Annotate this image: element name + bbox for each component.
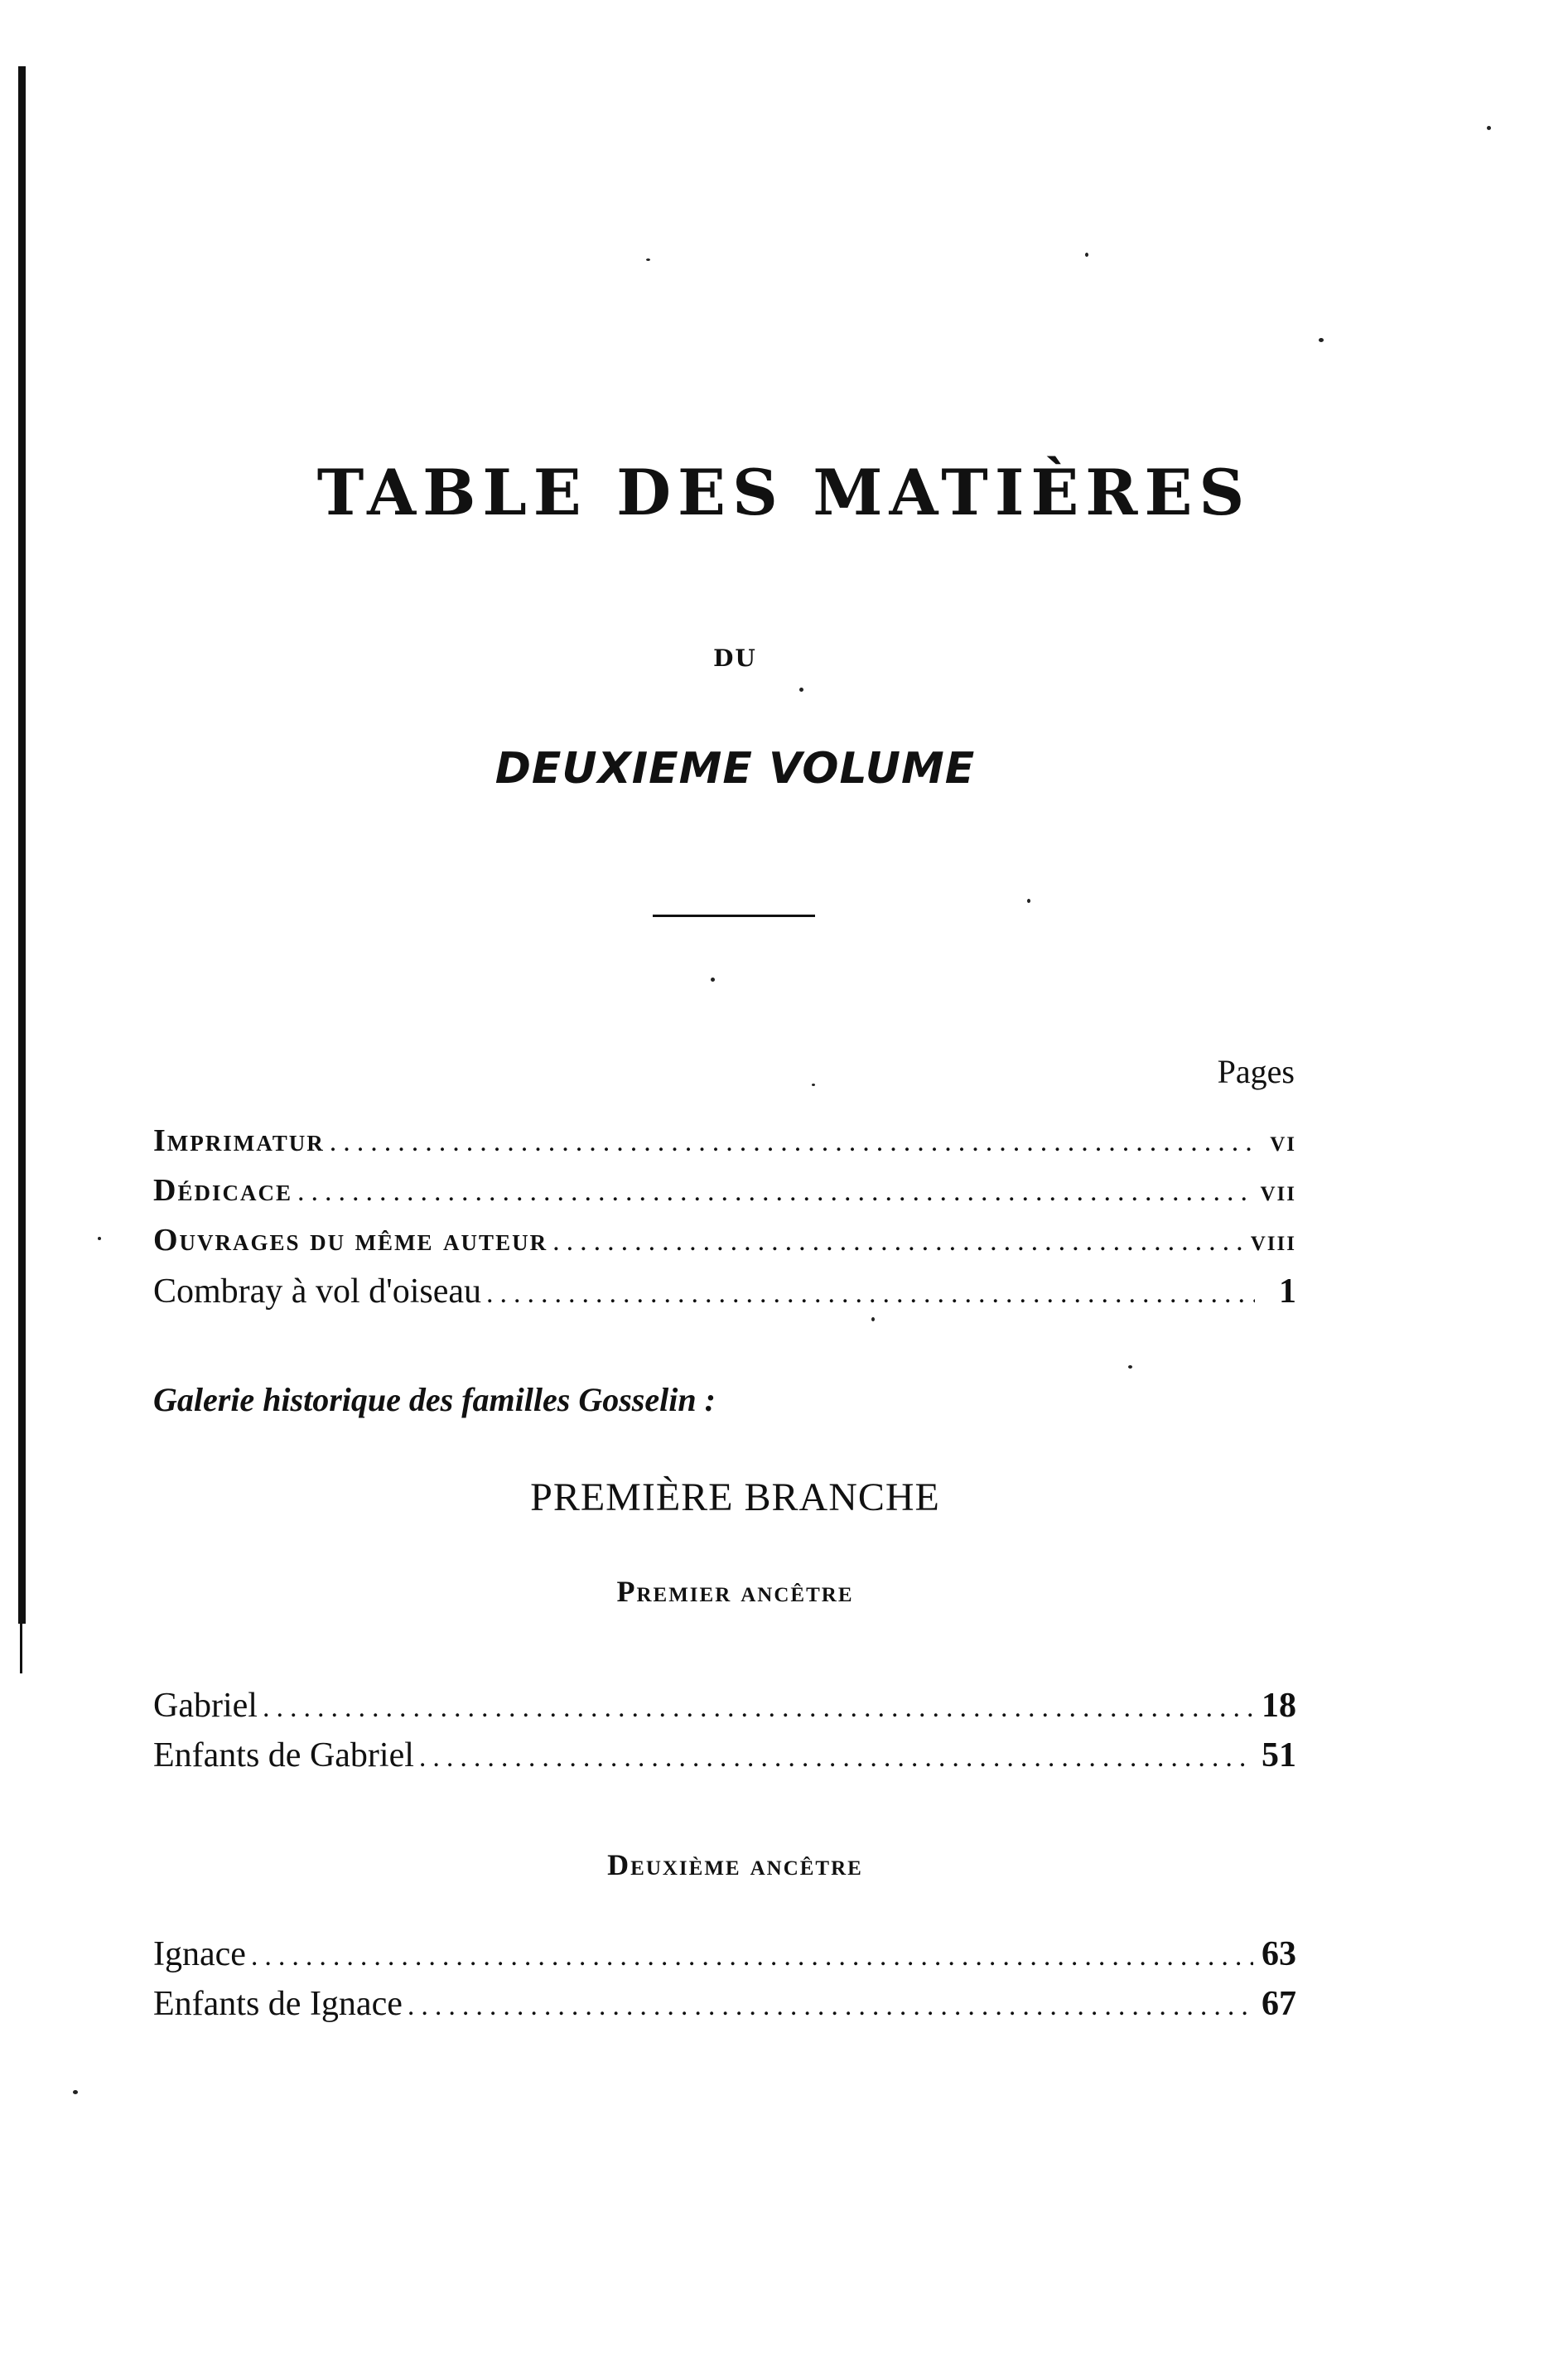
toc-entry-label: Ignace bbox=[153, 1935, 246, 1973]
toc-entry-page: 1 bbox=[1279, 1272, 1296, 1311]
toc-entry bbox=[153, 1984, 1296, 2030]
dot-leader bbox=[552, 1226, 1242, 1258]
toc-entry-label: Imprimatur bbox=[153, 1123, 325, 1158]
volume-title: DEUXIEME VOLUME bbox=[495, 744, 976, 794]
toc-entry-page: viii bbox=[1250, 1224, 1296, 1257]
toc-entry-label: Enfants de Ignace bbox=[153, 1985, 403, 2023]
dot-leader bbox=[408, 1991, 1253, 2022]
pages-column-label: Pages bbox=[1217, 1053, 1295, 1090]
toc-entry-label: Combray à vol d'oiseau bbox=[153, 1272, 481, 1311]
dot-leader bbox=[251, 1941, 1253, 1972]
toc-entry-label: Enfants de Gabriel bbox=[153, 1736, 414, 1774]
page-binding-edge bbox=[18, 66, 26, 1624]
branch-heading: PREMIÈRE BRANCHE bbox=[530, 1475, 940, 1519]
print-speck bbox=[1085, 253, 1088, 257]
toc-entry-page: 51 bbox=[1262, 1736, 1296, 1774]
toc-entry-label: Dédicace bbox=[153, 1173, 292, 1208]
toc-entry-page: 67 bbox=[1262, 1985, 1296, 2023]
divider-rule bbox=[653, 915, 815, 917]
print-speck bbox=[73, 2090, 78, 2094]
print-speck bbox=[711, 978, 715, 982]
page-title: TABLE DES MATIÈRES bbox=[316, 456, 1252, 529]
toc-entry-page: vii bbox=[1260, 1174, 1296, 1207]
toc-entry-page: vi bbox=[1270, 1124, 1296, 1157]
print-speck bbox=[98, 1237, 101, 1240]
toc-entry bbox=[153, 1172, 1296, 1219]
toc-entry-label: Gabriel bbox=[153, 1687, 258, 1725]
toc-entry bbox=[153, 1222, 1296, 1268]
subtitle-du: DU bbox=[713, 645, 757, 672]
print-speck bbox=[1487, 126, 1491, 130]
first-ancestor-heading: Premier ancêtre bbox=[616, 1575, 854, 1608]
gallery-heading: Galerie historique des familles Gosselin : bbox=[153, 1381, 716, 1418]
toc-entry bbox=[153, 1934, 1296, 1981]
toc-entry-page: 18 bbox=[1262, 1687, 1296, 1725]
toc-entry-page: 63 bbox=[1262, 1935, 1296, 1973]
dot-leader bbox=[297, 1176, 1252, 1208]
dot-leader bbox=[263, 1692, 1253, 1724]
print-speck bbox=[799, 688, 803, 692]
toc-entry bbox=[153, 1686, 1296, 1732]
toc-entry bbox=[153, 1736, 1296, 1782]
dot-leader bbox=[486, 1278, 1255, 1310]
print-speck bbox=[812, 1084, 815, 1086]
dot-leader bbox=[330, 1127, 1255, 1158]
dot-leader bbox=[419, 1742, 1253, 1774]
print-speck bbox=[646, 258, 650, 261]
toc-entry bbox=[153, 1123, 1296, 1169]
toc-entry bbox=[153, 1272, 1296, 1318]
print-speck bbox=[1128, 1365, 1132, 1369]
second-ancestor-heading: Deuxième ancêtre bbox=[607, 1848, 863, 1881]
print-speck bbox=[1319, 338, 1324, 342]
print-speck bbox=[1027, 899, 1030, 903]
page-binding-tail bbox=[20, 1624, 22, 1673]
toc-entry-label: Ouvrages du même auteur bbox=[153, 1223, 548, 1258]
